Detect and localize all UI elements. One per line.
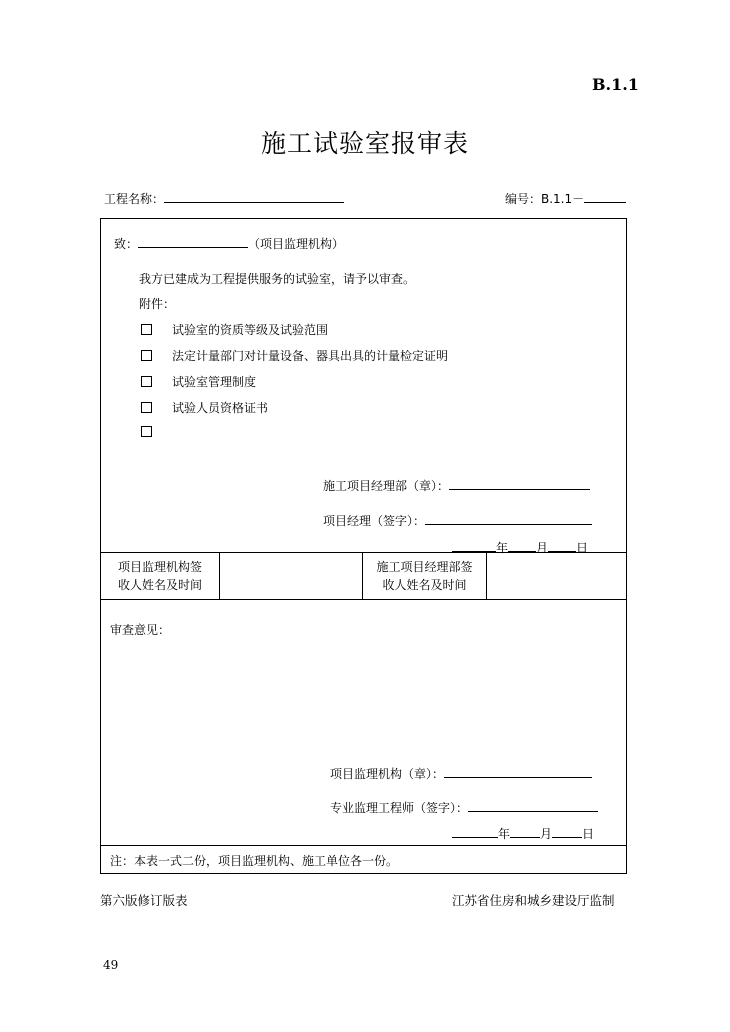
- form-table: [100, 218, 627, 874]
- attachment-label: 试验室的资质等级及试验范围: [172, 323, 329, 337]
- year-label: 年: [496, 541, 509, 555]
- day-label: 日: [582, 827, 595, 841]
- divider: [101, 599, 626, 600]
- checkbox[interactable]: [141, 402, 152, 413]
- receipt-right-label: 施工项目经理部签 收人姓名及时间: [376, 560, 473, 592]
- footer-right: 江苏省住房和城乡建设厅监制: [452, 893, 615, 908]
- supervision-org-field[interactable]: [444, 766, 592, 778]
- attachment-label: 试验人员资格证书: [172, 401, 269, 415]
- attachment-item: [141, 425, 172, 439]
- contractor-dept-label: 施工项目经理部（章）：: [323, 479, 450, 493]
- day-field[interactable]: [552, 826, 582, 838]
- supervision-org-label: 项目监理机构（章）：: [330, 767, 445, 781]
- day-field[interactable]: [548, 540, 576, 552]
- attachment-item: [141, 373, 256, 390]
- year-field[interactable]: [452, 826, 498, 838]
- supervision-org-row: [330, 765, 592, 782]
- receipt-right-field[interactable]: [487, 553, 626, 598]
- review-label: 审查意见：: [110, 623, 171, 637]
- to-suffix: （项目监理机构）: [248, 237, 345, 251]
- footer-left: 第六版修订版表: [100, 893, 188, 908]
- project-name-row: [104, 190, 344, 207]
- to-field[interactable]: [138, 236, 248, 248]
- page-number: 49: [103, 958, 119, 972]
- attachment-label: 试验室管理制度: [172, 375, 257, 389]
- receipt-left-label: 项目监理机构签 收人姓名及时间: [117, 560, 202, 592]
- checkbox[interactable]: [141, 376, 152, 387]
- pm-sign-field[interactable]: [425, 513, 592, 525]
- to-label: 致：: [114, 237, 139, 251]
- receipt-left-field[interactable]: [220, 553, 361, 598]
- contractor-dept-field[interactable]: [449, 478, 590, 490]
- checkbox[interactable]: [141, 426, 152, 437]
- attachment-label: 法定计量部门对计量设备、器具出具的计量检定证明: [172, 349, 449, 363]
- checkbox[interactable]: [141, 350, 152, 361]
- engineer-sign-label: 专业监理工程师（签字）：: [330, 801, 469, 815]
- attachment-item: [141, 399, 268, 416]
- attachment-item: [141, 321, 328, 338]
- form-code: B.1.1: [592, 75, 639, 94]
- pm-sign-row: [323, 512, 592, 529]
- contractor-dept-row: [323, 477, 590, 494]
- to-row: [114, 235, 344, 252]
- review-date-row: [452, 825, 594, 842]
- body-text: 我方已建成为工程提供服务的试验室，请予以审查。: [139, 272, 416, 286]
- checkbox[interactable]: [141, 324, 152, 335]
- month-field[interactable]: [508, 540, 536, 552]
- day-label: 日: [576, 541, 589, 555]
- form-title: 施工试验室报审表: [260, 129, 469, 158]
- engineer-sign-row: [330, 799, 598, 816]
- project-name-field[interactable]: [164, 191, 344, 203]
- month-field[interactable]: [510, 826, 540, 838]
- year-field[interactable]: [452, 540, 496, 552]
- serial-row: [505, 190, 626, 207]
- serial-field[interactable]: [584, 191, 626, 203]
- attachments-label: 附件：: [139, 297, 176, 311]
- serial-label: 编号：B.1.1－: [505, 192, 585, 206]
- divider: [101, 845, 626, 846]
- note-text: 注：本表一式二份，项目监理机构、施工单位各一份。: [110, 854, 399, 868]
- project-name-label: 工程名称：: [104, 192, 165, 206]
- engineer-sign-field[interactable]: [468, 800, 598, 812]
- attachment-item: [141, 347, 448, 364]
- year-label: 年: [498, 827, 511, 841]
- review-field[interactable]: [110, 644, 615, 754]
- month-label: 月: [536, 541, 549, 555]
- pm-sign-label: 项目经理（签字）：: [323, 514, 426, 528]
- month-label: 月: [540, 827, 553, 841]
